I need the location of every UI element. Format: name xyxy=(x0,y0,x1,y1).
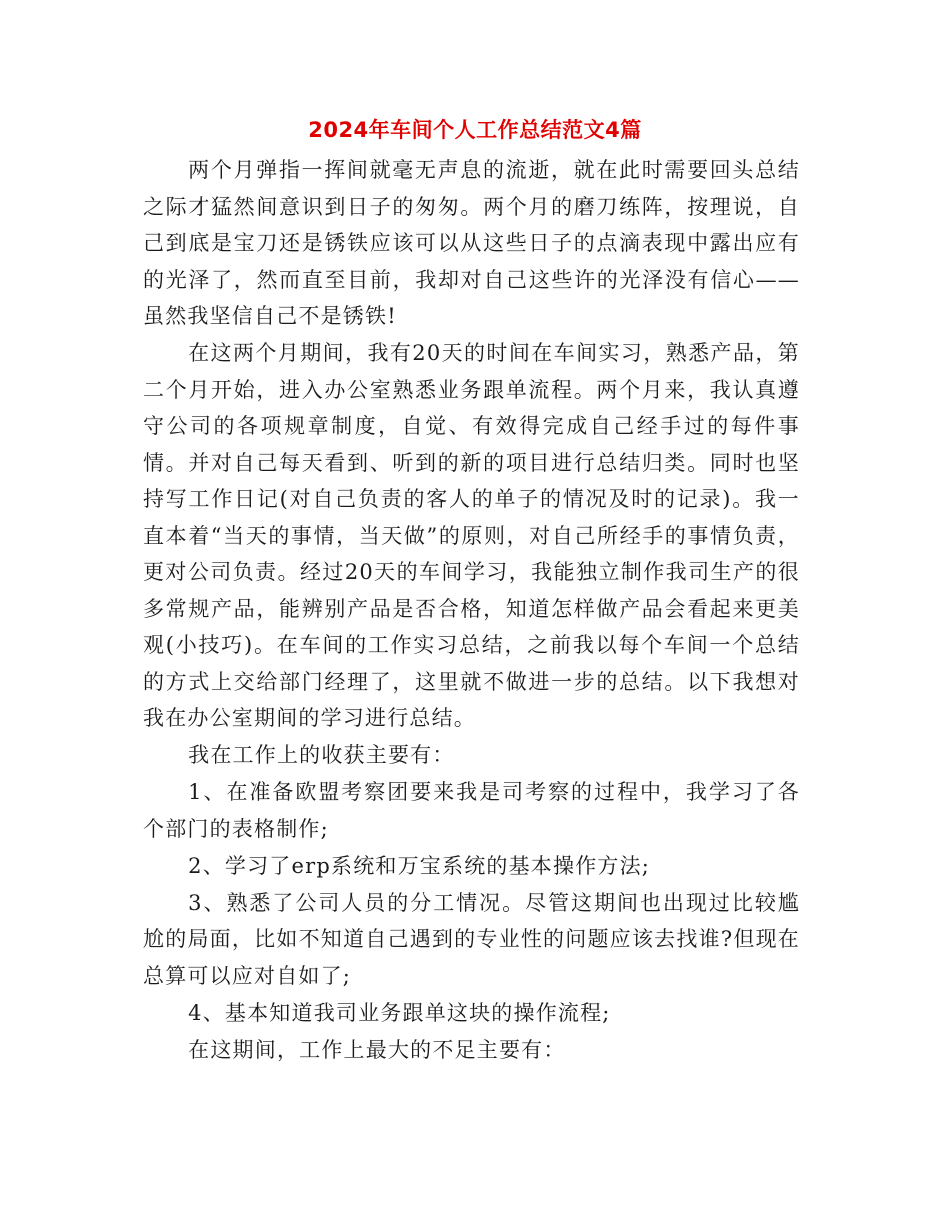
paragraph-gains-heading: 我在工作上的收获主要有： xyxy=(188,743,455,767)
paragraph-gain-4: 4、基本知道我司业务跟单这块的操作流程; xyxy=(188,1000,611,1025)
document-body xyxy=(143,152,800,1069)
document-title: 2024年车间个人工作总结范文4篇 xyxy=(308,118,642,142)
paragraph-gain-3: 3、熟悉了公司人员的分工情况。尽管这期间也出现过比较尴尬的局面，比如不知道自己遇到的专业性的问题应该去找谁?但现在总算可以应对自如了; xyxy=(143,890,800,988)
paragraph-shortcomings-heading: 在这期间，工作上最大的不足主要有： xyxy=(188,1037,566,1062)
paragraph-gain-1: 1、在准备欧盟考察团要来我是司考察的过程中，我学习了各个部门的表格制作; xyxy=(143,780,800,841)
paragraph-intro: 两个月弹指一挥间就毫无声息的流逝，就在此时需要回头总结之际才猛然间意识到日子的匆匆。两个月的磨刀练阵，按理说，自己到底是宝刀还是锈铁应该可以从这些日子的点滴表现中露出应有的光泽了，然而直至目前，我却对自己这些许的光泽没有信心——虽然我坚信自己不是锈铁! xyxy=(143,158,800,328)
paragraph-internship: 在这两个月期间，我有20天的时间在车间实习，熟悉产品，第二个月开始，进入办公室熟悉业务跟单流程。两个月来，我认真遵守公司的各项规章制度，自觉、有效得完成自己经手过的每件事情。并对自己每天看到、听到的新的项目进行总结归类。同时也坚持写工作日记(对自己负责的客人的单子的情况及时的记录)。我一直本着“当天的事情，当天做”的原则，对自己所经手的事情负责，更对公司负责。经过20天的车间学习，我能独立制作我司生产的很多常规产品，能辨别产品是否合格，知道怎样做产品会看起来更美观(小技巧)。在车间的工作实习总结，之前我以每个车间一个总结的方式上交给部门经理了，这里就不做进一步的总结。以下我想对我在办公室期间的学习进行总结。 xyxy=(143,341,800,730)
paragraph-gain-2: 2、学习了erp系统和万宝系统的基本操作方法; xyxy=(188,853,651,878)
